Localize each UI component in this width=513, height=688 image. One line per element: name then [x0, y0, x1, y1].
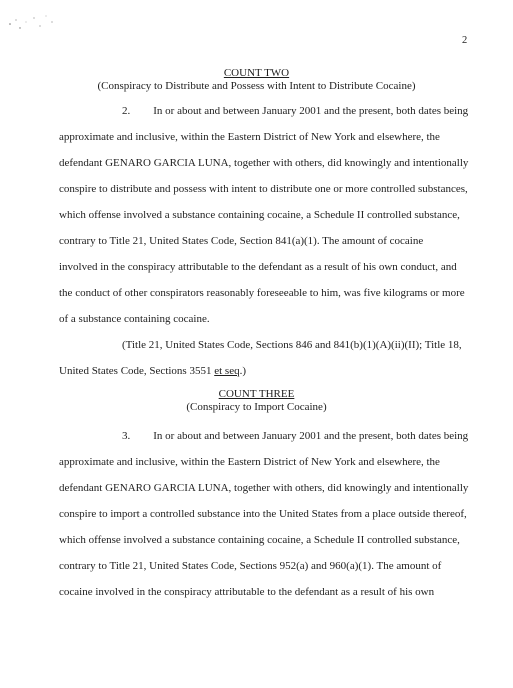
paragraph-line: which offense involved a substance containing cocaine, a Schedule II controlled substance,	[59, 534, 460, 546]
paragraph-line: contrary to Title 21, United States Code, Section 841(a)(1). The amount of cocaine	[59, 235, 424, 247]
paragraph-number: 2.	[122, 105, 131, 117]
paragraph-line: conspire to import a controlled substance into the United States from a place outside thereof,	[59, 508, 467, 520]
count-three-paragraph	[59, 423, 473, 605]
count-three-subtitle: (Conspiracy to Import Cocaine)	[186, 401, 327, 413]
count-two-citation	[59, 332, 473, 384]
paragraph-line: 2. In or about and between January 2001 and the present, both dates being	[122, 105, 469, 117]
paragraph-number: 3.	[122, 430, 131, 442]
count-two-title: COUNT TWO	[223, 67, 290, 79]
count-two-paragraph	[59, 98, 473, 332]
count-three-title: COUNT THREE	[218, 388, 295, 400]
paragraph-line: 3. In or about and between January 2001 and the present, both dates being	[122, 430, 469, 442]
paragraph-line: defendant GENARO GARCIA LUNA, together with others, did knowingly and intentionally	[59, 157, 469, 169]
count-two-subtitle: (Conspiracy to Distribute and Possess with Intent to Distribute Cocaine)	[97, 80, 416, 92]
paragraph-line: approximate and inclusive, within the Eastern District of New York and elsewhere, the	[59, 456, 440, 468]
paragraph-line: cocaine involved in the conspiracy attributable to the defendant as a result of his own	[59, 586, 435, 598]
paragraph-line: of a substance containing cocaine.	[59, 313, 210, 325]
count-two-heading	[0, 67, 513, 93]
paragraph-line: involved in the conspiracy attributable to the defendant as a result of his own conduct, and	[59, 261, 457, 273]
scan-speckle-marks	[4, 10, 64, 40]
citation-line: (Title 21, United States Code, Sections 846 and 841(b)(1)(A)(ii)(II); Title 18,	[122, 339, 462, 351]
paragraph-line: conspire to distribute and possess with intent to distribute one or more controlled substances,	[59, 183, 468, 195]
paragraph-line: the conduct of other conspirators reasonably foreseeable to him, was five kilograms or more	[59, 287, 465, 299]
paragraph-line: defendant GENARO GARCIA LUNA, together with others, did knowingly and intentionally	[59, 482, 469, 494]
paragraph-line: which offense involved a substance containing cocaine, a Schedule II controlled substance,	[59, 209, 460, 221]
citation-line: United States Code, Sections 3551 et seq.)	[59, 365, 246, 377]
count-three-heading	[0, 388, 513, 414]
paragraph-line: contrary to Title 21, United States Code, Sections 952(a) and 960(a)(1). The amount of	[59, 560, 442, 572]
paragraph-line: approximate and inclusive, within the Eastern District of New York and elsewhere, the	[59, 131, 440, 143]
page-number: 2	[462, 35, 468, 46]
et-seq: et seq	[214, 365, 240, 377]
